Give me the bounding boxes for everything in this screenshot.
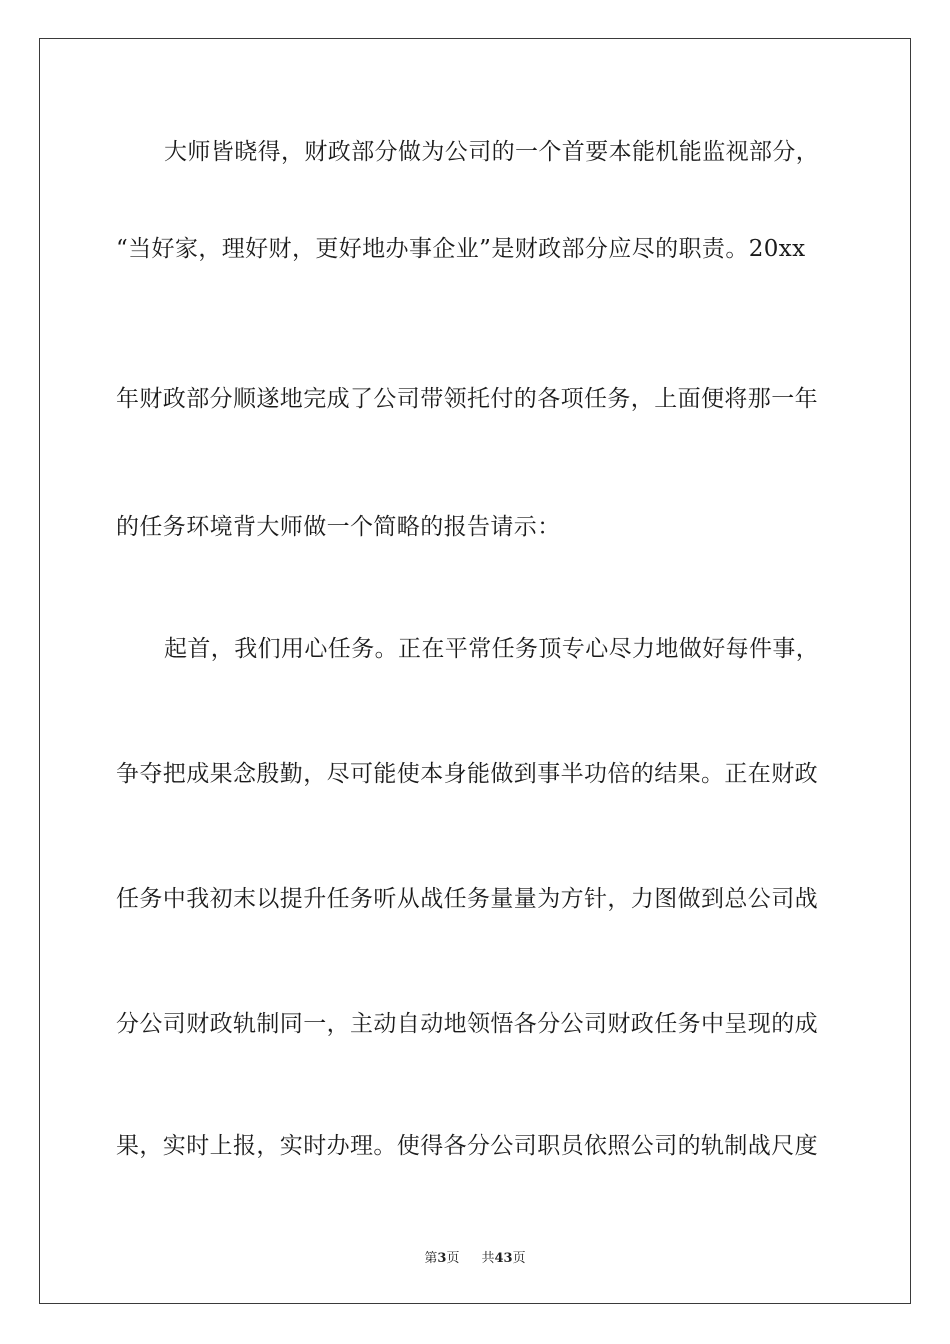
paragraph-line-6: 争夺把成果念殷勤，尽可能使本身能做到事半功倍的结果。正在财政 [116, 761, 818, 787]
total-pages: 43 [494, 1251, 513, 1266]
paragraph-line-2: “当好家，理好财，更好地办事企业”是财政部分应尽的职责。20xx [116, 236, 806, 262]
paragraph-line-5: 起首，我们用心任务。正在平常任务顶专心尽力地做好每件事， [164, 636, 820, 662]
paragraph-line-7: 任务中我初末以提升任务听从战任务量量为方针，力图做到总公司战 [116, 886, 818, 912]
page-footer [0, 1247, 950, 1266]
paragraph-line-3: 年财政部分顺遂地完成了公司带领托付的各项任务，上面便将那一年 [116, 386, 818, 412]
paragraph-line-4: 的任务环境背大师做一个简略的报告请示： [116, 514, 561, 540]
page-prefix: 第 [424, 1251, 438, 1266]
paragraph-line-1: 大师皆晓得，财政部分做为公司的一个首要本能机能监视部分， [164, 139, 820, 165]
paragraph-line-9: 果，实时上报，实时办理。使得各分公司职员依照公司的轨制战尺度 [116, 1133, 818, 1159]
page-number: 3 [437, 1251, 447, 1266]
total-suffix: 页 [512, 1251, 526, 1266]
paragraph-line-8: 分公司财政轨制同一，主动自动地领悟各分公司财政任务中呈现的成 [116, 1011, 818, 1037]
total-prefix: 共 [481, 1251, 495, 1266]
page-border [39, 38, 911, 1304]
page-suffix: 页 [446, 1251, 460, 1266]
